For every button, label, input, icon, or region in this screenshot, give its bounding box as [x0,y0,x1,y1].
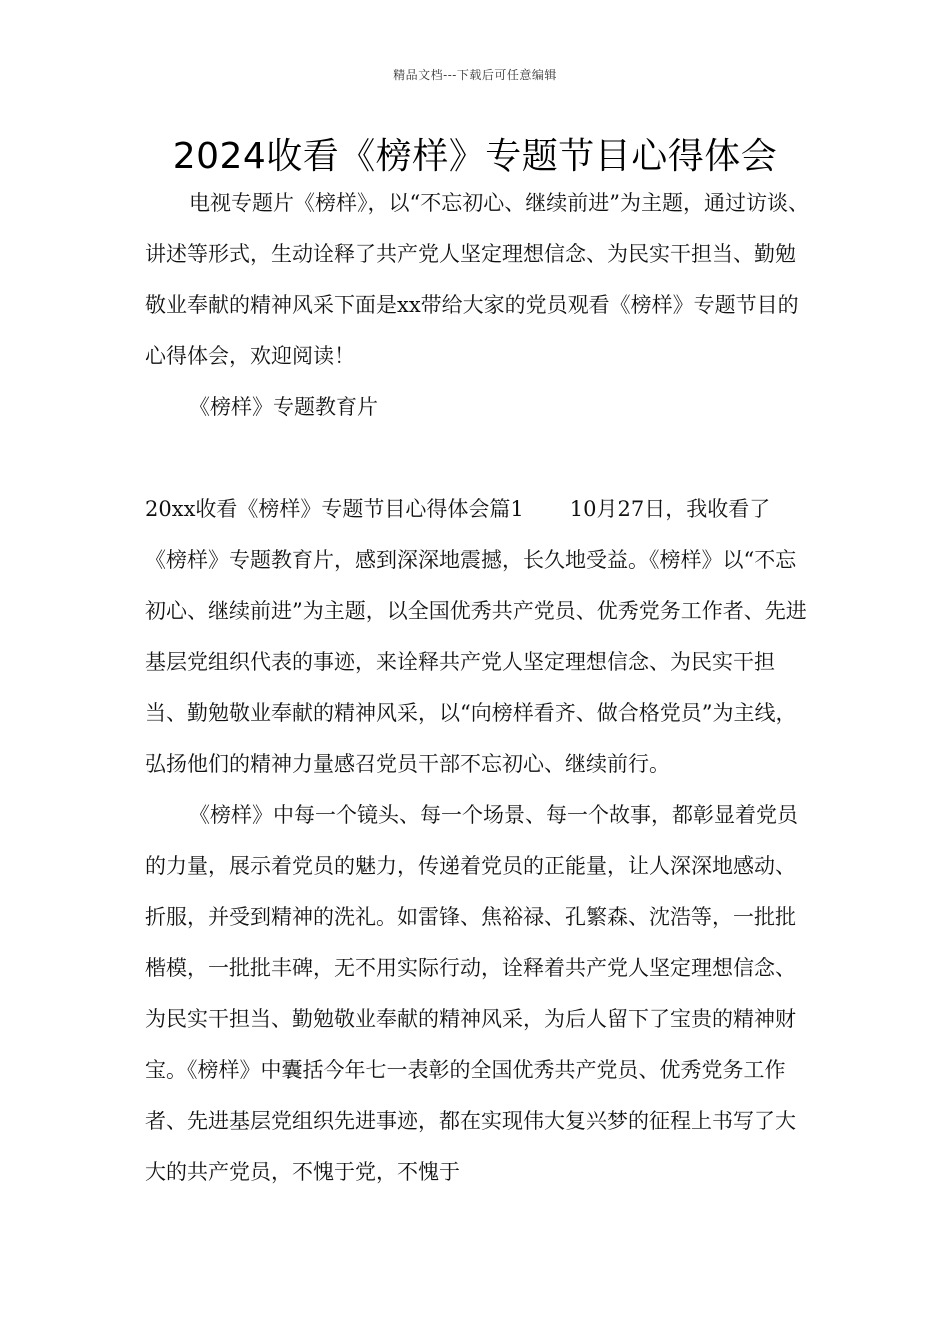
subheading: 《榜样》专题教育片 [189,395,378,419]
document-body [145,178,810,1198]
blank-line [145,433,810,484]
section-1-text: 10月27日，我收看了《榜样》专题教育片，感到深深地震撼，长久地受益。《榜样》以“不忘初心、继续前进”为主题，以全国优秀共产党员、优秀党务工作者、先进基层党组织代表的事迹，来诠释共产党人坚定理想信念、为民实干担当、勤勉敬业奉献的精神风采，以“向榜样看齐、做合格党员”为主线，弘扬他们的精神力量感召党员干部不忘初心、继续前行。 [145,497,807,776]
document-title: 2024收看《榜样》专题节目心得体会 [172,136,778,177]
section-1-label: 20xx收看《榜样》专题节目心得体会篇1 [145,497,524,521]
section-1-paragraph [145,484,810,790]
intro-paragraph: 电视专题片《榜样》，以“不忘初心、继续前进”为主题，通过访谈、讲述等形式，生动诠释了共产党人坚定理想信念、为民实干担当、勤勉敬业奉献的精神风采下面是xx带给大家的党员观看《榜样》专题节目的心得体会，欢迎阅读！ [145,191,809,368]
page-header: 精品文档---下载后可任意编辑 [393,68,557,82]
paragraph-2: 《榜样》中每一个镜头、每一个场景、每一个故事，都彰显着党员的力量，展示着党员的魅力，传递着党员的正能量，让人深深地感动、折服，并受到精神的洗礼。如雷锋、焦裕禄、孔繁森、沈浩等，一批批楷模，一批批丰碑，无不用实际行动，诠释着共产党人坚定理想信念、为民实干担当、勤勉敬业奉献的精神风采，为后人留下了宝贵的精神财宝。《榜样》中囊括今年七一表彰的全国优秀共产党员、优秀党务工作者、先进基层党组织先进事迹，都在实现伟大复兴梦的征程上书写了大大的共产党员，不愧于党，不愧于 [145,803,798,1184]
